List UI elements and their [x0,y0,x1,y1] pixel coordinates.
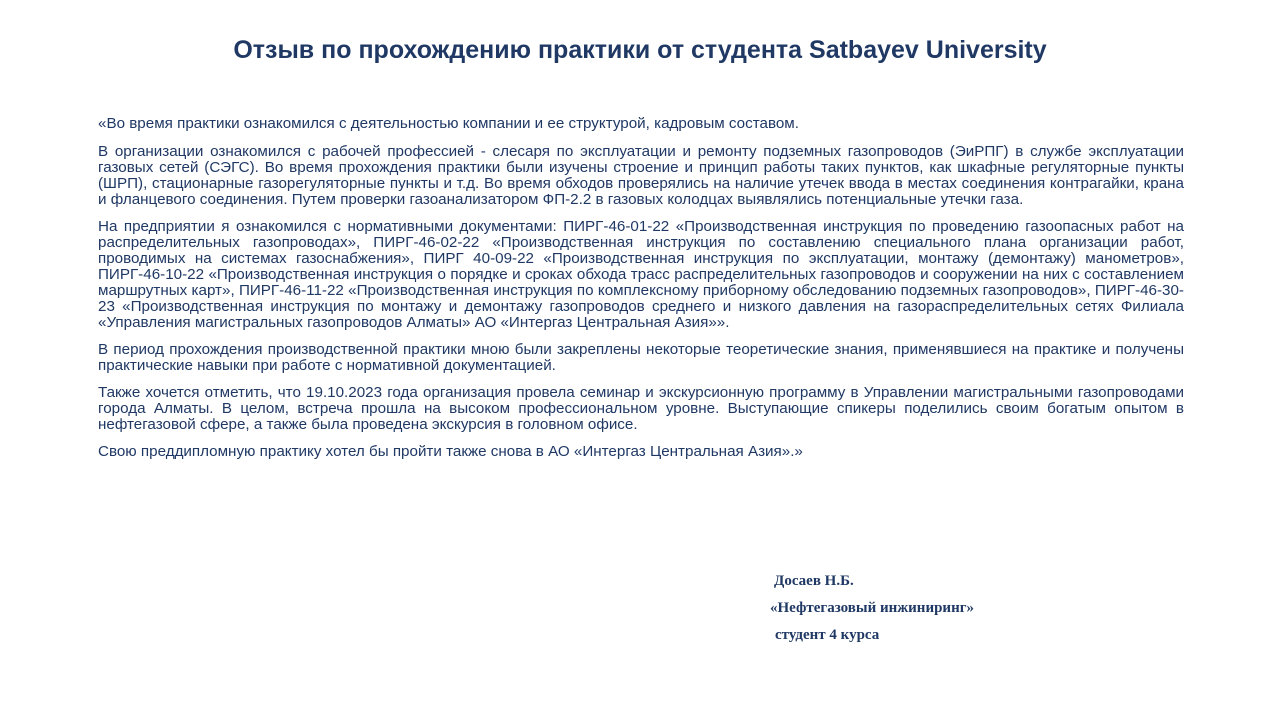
paragraph-profession: В организации ознакомился с рабочей профессией - слесаря по эксплуатации и ремонту подземных газопроводов (ЭиРПГ) в службе эксплуатации газовых сетей (СЭГС). Во время прохождения практики были изучены строение и принцип работы таких пунктов, как шкафные регуляторные пункты (ШРП), стационарные газорегуляторные пункты и т.д. Во время обходов проверялись на наличие утечек ввода в местах соединения контрагайки, крана и фланцевого соединения. Путем проверки газоанализатором ФП-2.2 в газовых колодцах выявлялись потенциальные утечки газа. [98,143,1184,208]
paragraph-knowledge: В период прохождения производственной практики мною были закреплены некоторые теоретические знания, применявшиеся на практике и получены практические навыки при работе с нормативной документацией. [98,341,1184,374]
review-text [98,116,1184,471]
signature-course: студент 4 курса [775,627,880,643]
signature-block [770,568,974,649]
slide-title: Отзыв по прохождению практики от студента Satbayev University [233,36,1047,64]
paragraph-seminar: Также хочется отметить, что 19.10.2023 года организация провела семинар и экскурсионную программу в Управлении магистральными газопроводами города Алматы. В целом, встреча прошла на высоком профессиональном уровне. Выступающие спикеры поделились своим богатым опытом в нефтегазовой сфере, а также была проведена экскурсия в головном офисе. [98,384,1184,433]
signature-name: Досаев Н.Б. [774,573,854,589]
paragraph-conclusion: Свою преддипломную практику хотел бы пройти также снова в АО «Интергаз Центральная Азия».» [98,443,803,460]
signature-program: «Нефтегазовый инжиниринг» [770,600,975,616]
paragraph-intro: «Во время практики ознакомился с деятельностью компании и ее структурой, кадровым составом. [98,115,799,132]
paragraph-documents: На предприятии я ознакомился с нормативными документами: ПИРГ-46-01-22 «Производственная инструкция по проведению газоопасных работ на распределительных газопроводах», ПИРГ-46-02-22 «Производственная инструкция по составлению специального плана организации работ, проводимых на системах газоснабжения», ПИРГ 40-09-22 «Производственная инструкция по эксплуатации, монтажу (демонтажу) манометров», ПИРГ-46-10-22 «Производственная инструкция о порядке и сроках обхода трасс распределительных газопроводов и сооружении на них с составлением маршрутных карт», ПИРГ-46-11-22 «Производственная инструкция по комплексному приборному обследованию подземных газопроводов», ПИРГ-46-30-23 «Производственная инструкция по монтажу и демонтажу газопроводов среднего и низкого давления на газораспределительных сетях Филиала «Управления магистральных газопроводов Алматы» АО «Интергаз Центральная Азия»». [98,218,1184,331]
